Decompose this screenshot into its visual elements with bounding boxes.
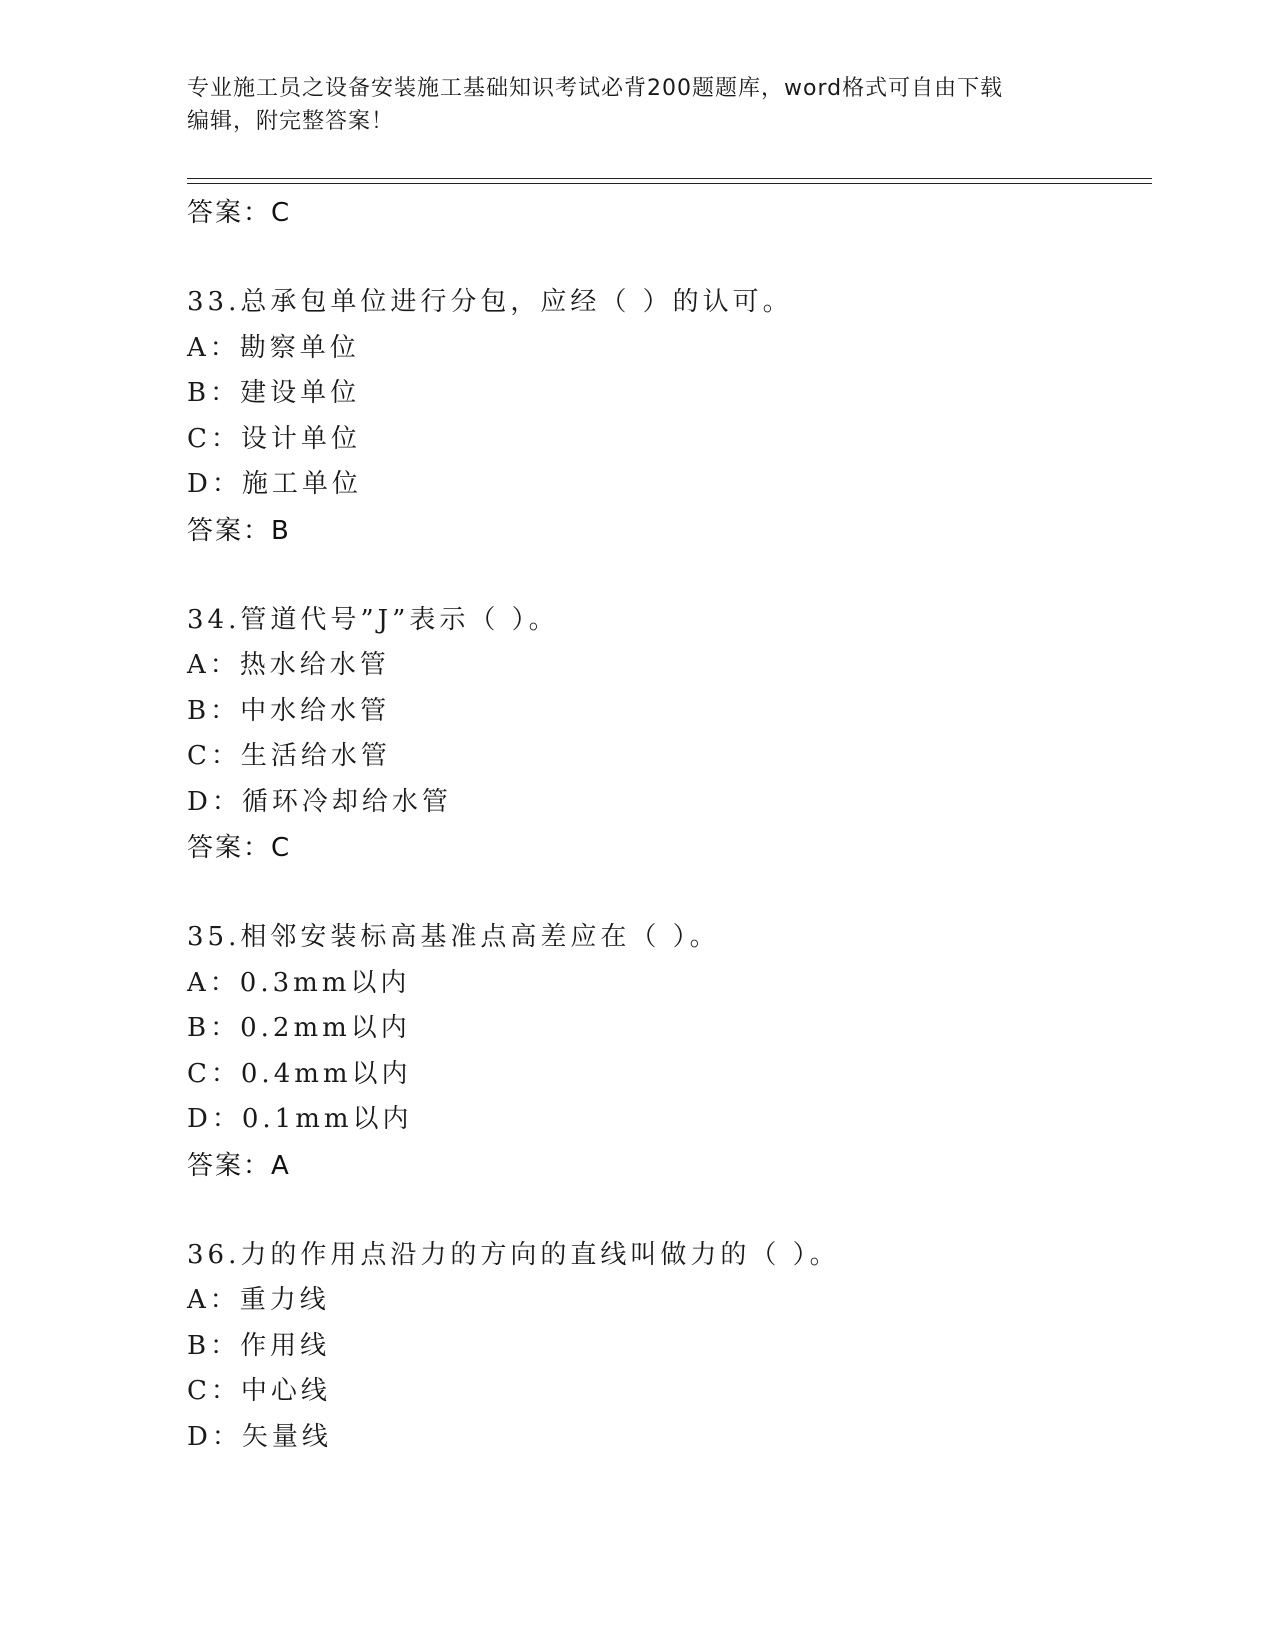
question-list bbox=[187, 190, 1152, 1460]
answer-line: 答案：B bbox=[187, 515, 291, 546]
question-35 bbox=[187, 915, 1152, 1189]
option-a: A：重力线 bbox=[187, 1285, 330, 1315]
option-d: D：循环冷却给水管 bbox=[187, 786, 452, 817]
header-line-2: 编辑，附完整答案！ bbox=[187, 109, 395, 134]
option-a: A：热水给水管 bbox=[187, 650, 390, 680]
answer-line: 答案：C bbox=[187, 198, 292, 228]
option-c: C：0.4mm以内 bbox=[187, 1058, 412, 1089]
option-a: A：勘察单位 bbox=[187, 332, 360, 363]
option-b: B：0.2mm以内 bbox=[187, 1013, 411, 1043]
question-title: 34.管道代号”J”表示（ ）。 bbox=[187, 604, 559, 635]
header-divider-bottom bbox=[187, 183, 1152, 184]
option-d: D：0.1mm以内 bbox=[187, 1104, 413, 1134]
header-divider-top bbox=[187, 178, 1152, 179]
option-b: B：作用线 bbox=[187, 1330, 331, 1361]
question-36 bbox=[187, 1233, 1152, 1461]
question-33 bbox=[187, 280, 1152, 554]
option-c: C：中心线 bbox=[187, 1376, 331, 1406]
option-c: C：生活给水管 bbox=[187, 741, 391, 771]
option-c: C：设计单位 bbox=[187, 423, 361, 454]
answer-line: 答案：C bbox=[187, 833, 292, 863]
document-header bbox=[187, 72, 1077, 138]
option-b: B：中水给水管 bbox=[187, 695, 391, 726]
answer-line: 答案：A bbox=[187, 1150, 291, 1181]
question-title: 36.力的作用点沿力的方向的直线叫做力的（ ）。 bbox=[187, 1239, 840, 1270]
option-d: D：施工单位 bbox=[187, 469, 362, 499]
option-b: B：建设单位 bbox=[187, 378, 361, 408]
question-34 bbox=[187, 598, 1152, 872]
question-title: 35.相邻安装标高基准点高差应在（ ）。 bbox=[187, 922, 720, 952]
option-a: A：0.3mm以内 bbox=[187, 967, 411, 998]
question-title: 33.总承包单位进行分包，应经（ ）的认可。 bbox=[187, 287, 793, 317]
header-line-1: 专业施工员之设备安装施工基础知识考试必背200题题库，word格式可自由下载 bbox=[187, 76, 1004, 101]
option-d: D：矢量线 bbox=[187, 1421, 332, 1452]
